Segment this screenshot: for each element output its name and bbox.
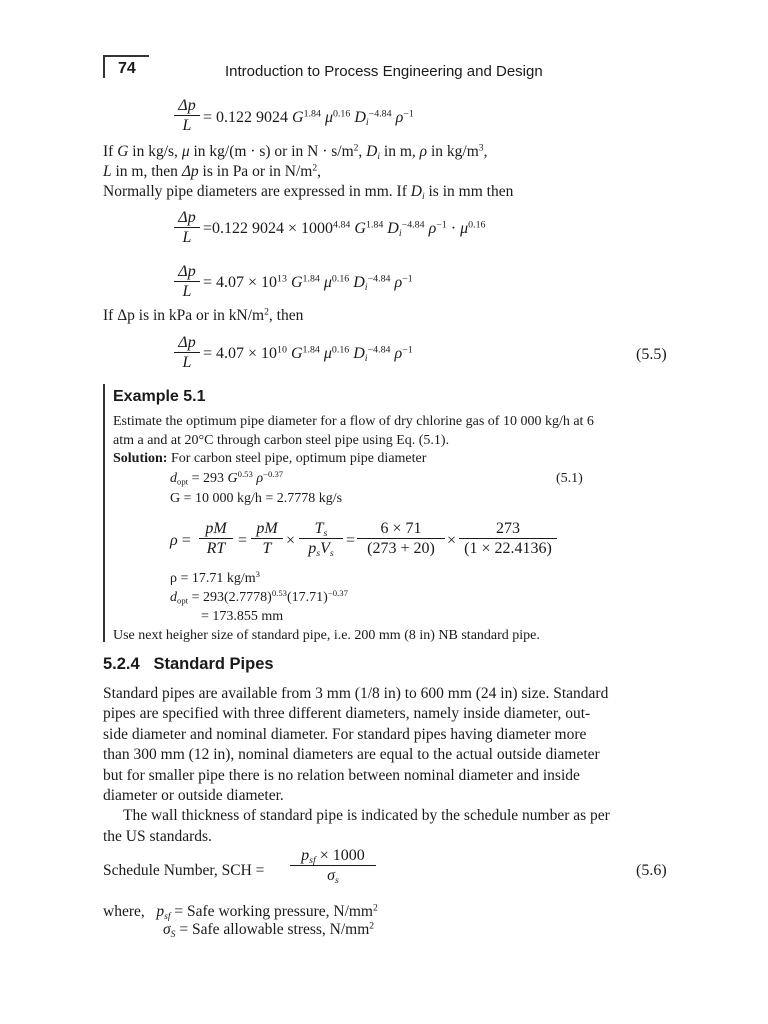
- dopt-result: = 173.855 mm: [201, 609, 284, 624]
- example-title: Example 5.1: [113, 388, 206, 405]
- where-line-2: $\sigma_S$ = Safe allowable stress, $N/mm^2$: [163, 920, 375, 940]
- example-rule: [103, 384, 105, 642]
- sch-fraction: $p_{sf} \times 1000$ $\sigma_s$: [290, 846, 376, 885]
- paragraph-line: The wall thickness of standard pipe is indicated by the schedule number as per: [123, 807, 610, 825]
- page-number: 74: [118, 60, 136, 77]
- paragraph-line: side diameter and nominal diameter. For standard pipes having diameter more: [103, 725, 587, 743]
- rho-frac-pm-rt: pM RT: [199, 519, 233, 558]
- dopt-formula: $d_{opt} = 293$ $G^{0.53}$ $\rho^{-0.37}$: [170, 469, 284, 487]
- units-line-1: If G in kg/s, μ in kg/(m · s) or in $N \cdot s/m^2$, $D_i$ in m, ρ in $kg/m^3$,: [103, 142, 488, 162]
- equals-sign: =: [346, 532, 356, 549]
- sch-eq-number: (5.6): [636, 862, 667, 879]
- equals-sign: =: [238, 532, 248, 549]
- example-problem-line-1: Estimate the optimum pipe diameter for a flow of dry chlorine gas of 10 000 kg/h at 6: [113, 414, 594, 429]
- times-sign: ×: [447, 532, 457, 549]
- kpa-line: If Δp is in kPa or in $kN/m^2$, then: [103, 306, 304, 324]
- dopt-eq-number: (5.1): [556, 471, 583, 486]
- rho-frac-pm-t: pM T: [251, 519, 283, 558]
- paragraph-line: than 300 mm (12 in), nominal diameters are equal to the actual outside diameter: [103, 746, 600, 764]
- equation-4: = $4.07 \times 10^{10}$ $G^{1.84}$ $\mu^{0.16}$ $D_i^{-4.84}$ $\rho^{-1}$: [203, 344, 413, 364]
- example-solution-line: Solution: For carbon steel pipe, optimum pipe diameter: [113, 451, 427, 466]
- paragraph-line: pipes are specified with three different diameters, namely inside diameter, out-: [103, 705, 591, 723]
- paragraph-line: the US standards.: [103, 827, 212, 845]
- equation-3: = $4.07 \times 10^{13}$ $G^{1.84}$ $\mu^{0.16}$ $D_i^{-4.84}$ $\rho^{-1}$: [203, 273, 413, 293]
- rho-frac-numeric-1: 6 × 71 (273 + 20): [357, 519, 445, 558]
- eq1-coefficient: = 0.122 9024: [203, 109, 289, 126]
- paragraph-line: Standard pipes are available from 3 mm (1/8 in) to 600 mm (24 in) size. Standard: [103, 685, 609, 702]
- rho-frac-numeric-2: 273 (1 × 22.4136): [459, 519, 557, 558]
- eq2-fraction: Δp L: [174, 208, 200, 247]
- rho-symbol: ρ =: [170, 532, 191, 549]
- running-title: Introduction to Process Engineering and Design: [225, 63, 543, 80]
- units-line-2: L in m, then Δp is in Pa or in $N/m^2$,: [103, 162, 322, 180]
- g-value-line: G = 10 000 kg/h = 2.7778 kg/s: [170, 491, 343, 506]
- equation-2: =0.122 $9024 \times 1000^{4.84}$ $G^{1.84}$ $D_i^{-4.84}$ $\rho^{-1} \cdot \mu^{0.16}$: [203, 219, 486, 239]
- header-rule-vertical: [103, 56, 105, 78]
- example-conclusion: Use next heigher size of standard pipe, i.e. 200 mm (8 in) NB standard pipe.: [113, 628, 540, 643]
- example-problem-line-2: atm a and at 20°C through carbon steel pipe using Eq. (5.1).: [113, 433, 450, 448]
- times-sign: ×: [286, 532, 296, 549]
- normally-line: Normally pipe diameters are expressed in mm. If $D_i$ is in mm then: [103, 183, 514, 202]
- eq3-fraction: Δp L: [174, 262, 200, 301]
- dopt-calculation: $d_{opt} = 293(2.7778)^{0.53}(17.71)^{-0.37}$: [170, 588, 348, 606]
- eq4-number: (5.5): [636, 346, 667, 363]
- eq1-fraction: [174, 96, 200, 135]
- where-line-1: where, $p_{sf}$ = Safe working pressure, $N/mm^2$: [103, 902, 378, 922]
- paragraph-line: but for smaller pipe there is no relation between nominal diameter and inside: [103, 766, 580, 784]
- eq1-denominator: L: [182, 117, 192, 134]
- rho-result: ρ = 17.71 $kg/m^3$: [170, 569, 261, 586]
- rho-frac-ts: $T_s$ $p_sV_s$: [299, 519, 343, 558]
- eq1-numerator: Δp: [178, 97, 196, 114]
- section-paragraph-1: [103, 684, 669, 847]
- header-rule-top: [103, 55, 149, 57]
- equation-1: = 0.122 9024 $G^{1.84}$ $\mu^{0.16}$ $D_i^{-4.84}$ $\rho^{-1}$: [203, 108, 414, 128]
- section-heading: 5.2.4 Standard Pipes: [103, 655, 274, 673]
- paragraph-line: diameter or outside diameter.: [103, 787, 284, 805]
- eq4-fraction: Δp L: [174, 333, 200, 372]
- sch-label: Schedule Number, SCH =: [103, 862, 265, 879]
